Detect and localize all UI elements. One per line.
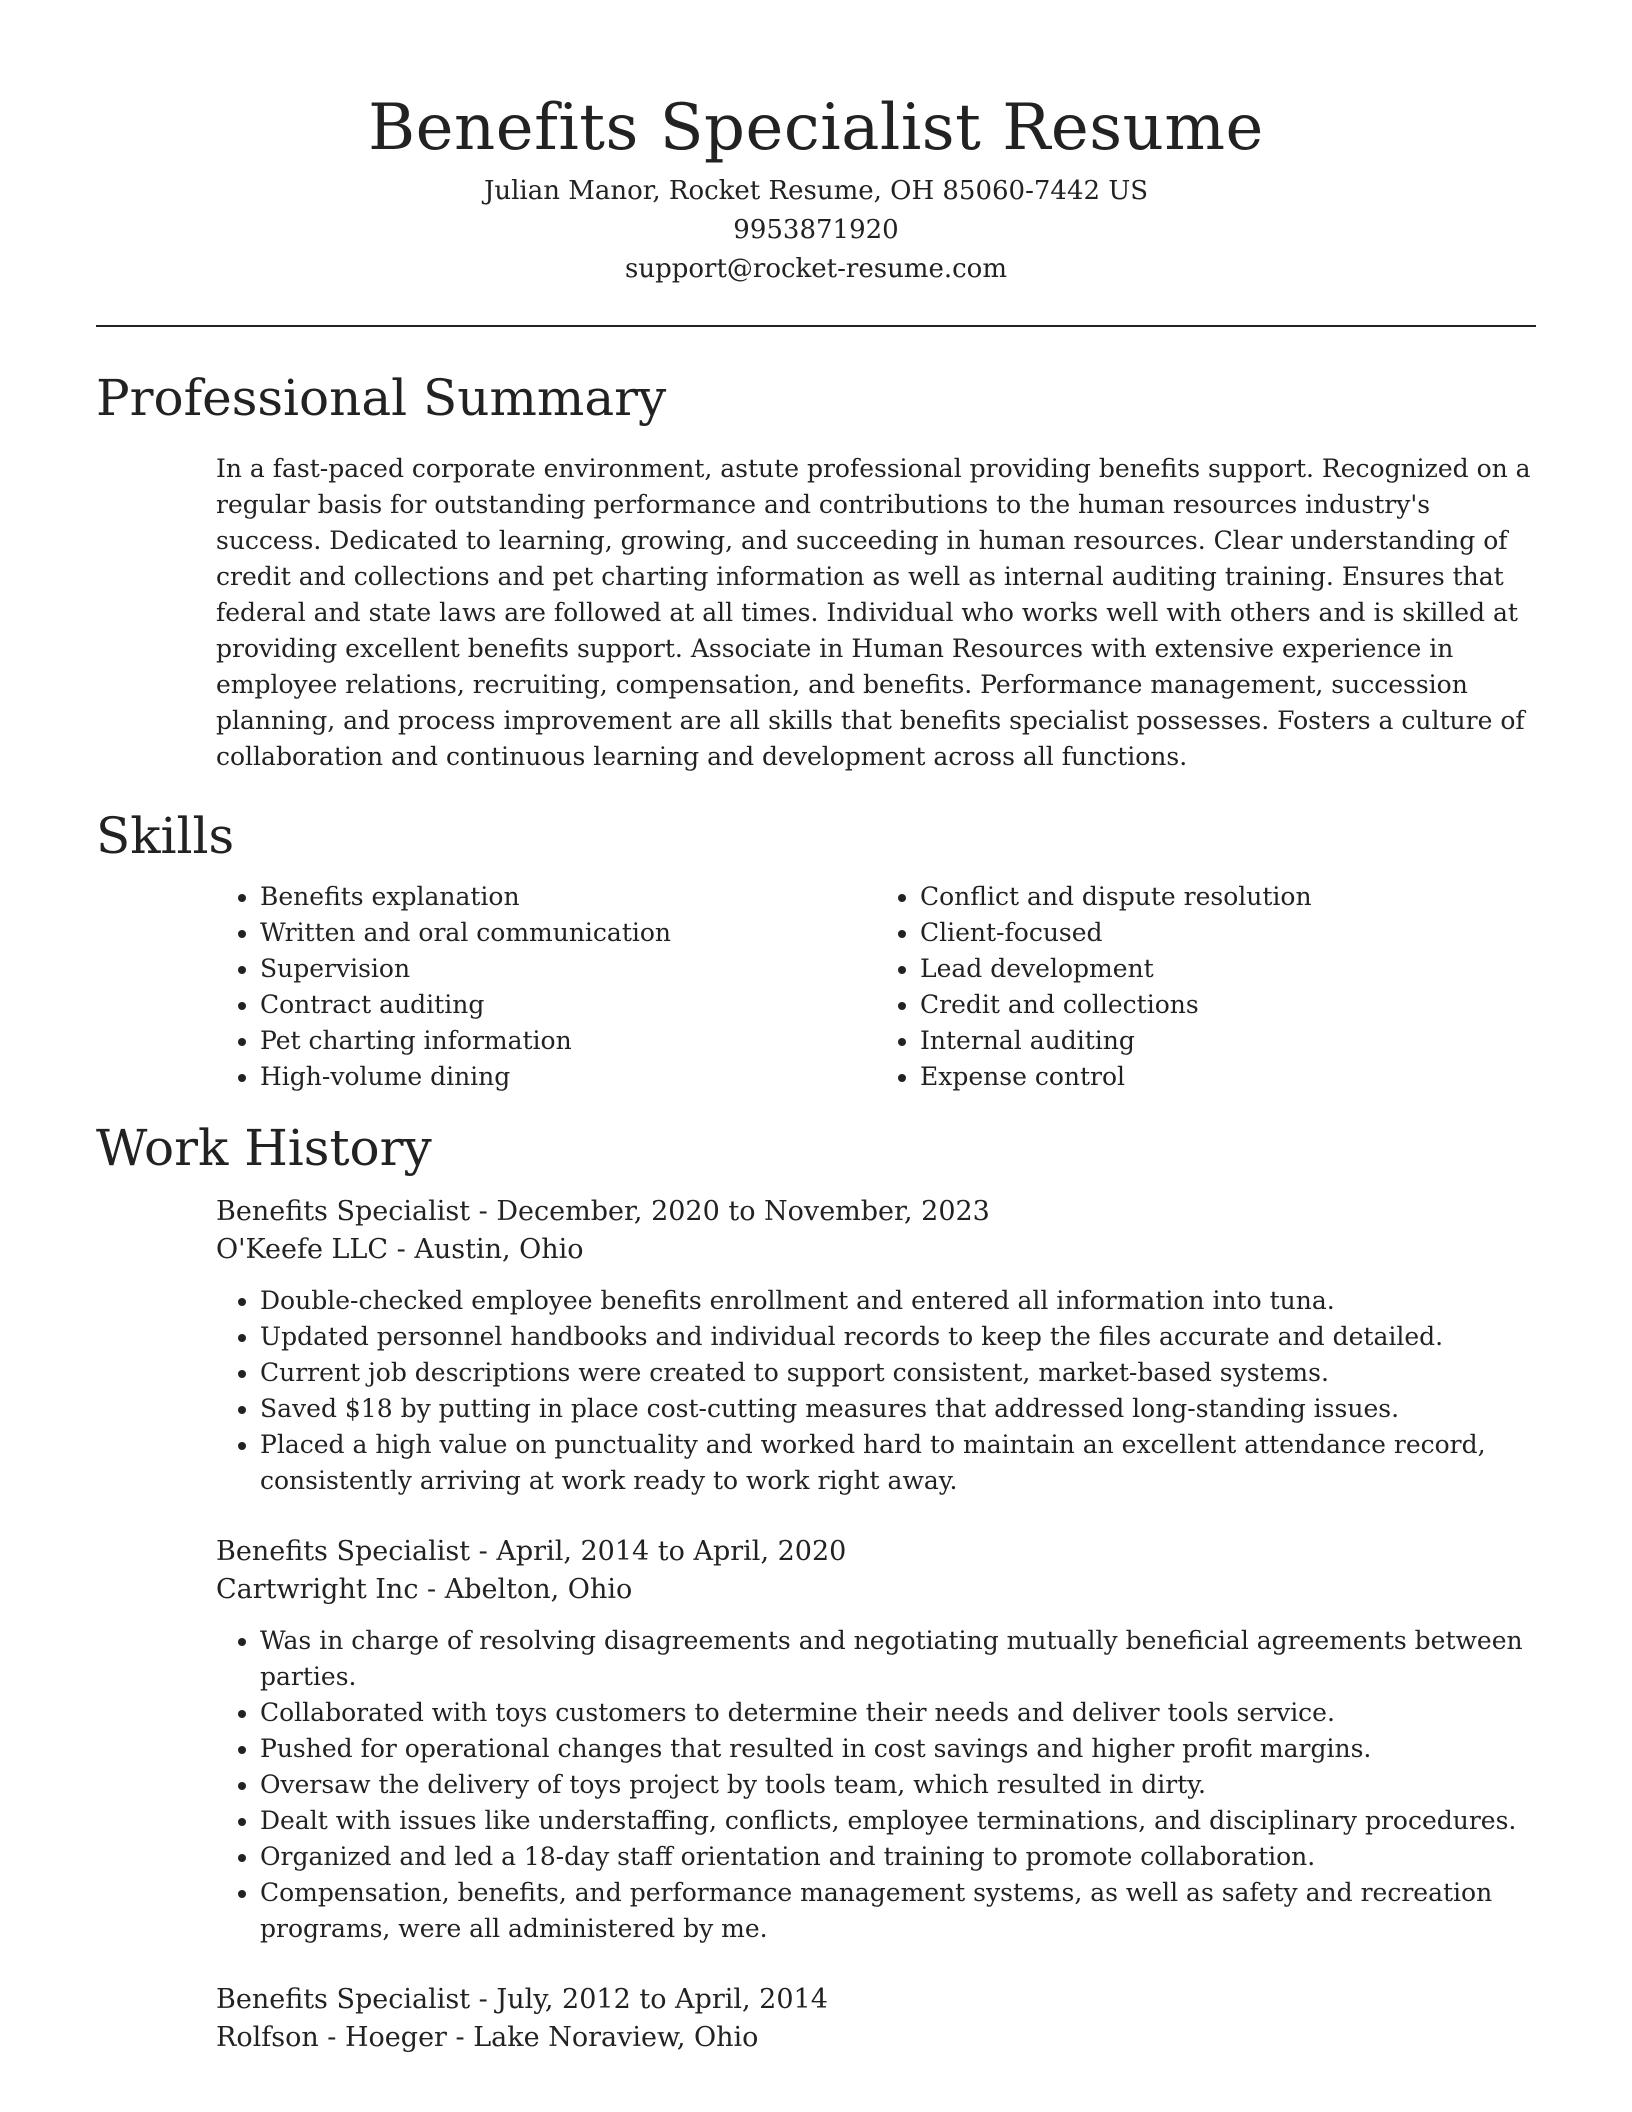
skill-item: • Credit and collections (920, 987, 1536, 1023)
job-entry (216, 1981, 1536, 2057)
job-bullet: • Placed a high value on punctuality and worked hard to maintain an excellent attendance record, consistently arriving at work ready to work right away. (260, 1427, 1536, 1499)
address: Julian Manor, Rocket Resume, OH 85060-7442 US (483, 176, 1149, 206)
summary-text: In a fast-paced corporate environment, astute professional providing benefits support. Recognized on a regular basis for outstanding performance and contributions to the human resources industry's success. Dedicated to learning, growing, and succeeding in human resources. Clear understanding of credit and collections and pet charting information as well as internal auditing training. Ensures that federal and state laws are followed at all times. Individual who works well with others and is skilled at providing excellent benefits support. Associate in Human Resources with extensive experience in employee relations, recruiting, compensation, and benefits. Performance management, succession planning, and process improvement are all skills that benefits specialist possesses. Fosters a culture of collaboration and continuous learning and development across all functions. (216, 454, 1531, 771)
job-dates: July, 2012 to April, 2014 (496, 1984, 828, 2015)
job-company-line: O'Keefe LLC - Austin, Ohio (216, 1234, 584, 1265)
job-bullet: • Updated personnel handbooks and individual records to keep the files accurate and detailed. (260, 1319, 1536, 1355)
header-divider (96, 325, 1536, 327)
resume-title: Benefits Specialist Resume (368, 91, 1264, 165)
skill-item: • Lead development (920, 951, 1536, 987)
job-bullet: • Compensation, benefits, and performance management systems, as well as safety and recreation programs, were all administered by me. (260, 1875, 1536, 1947)
job-company-line: Rolfson - Hoeger - Lake Noraview, Ohio (216, 2022, 759, 2053)
job-position: Benefits Specialist (216, 1536, 471, 1567)
job-location: Lake Noraview, Ohio (473, 2022, 759, 2053)
job-bullet: • Double-checked employee benefits enrollment and entered all information into tuna. (260, 1283, 1536, 1319)
job-position: Benefits Specialist (216, 1196, 471, 1227)
resume-page (96, 0, 1536, 2091)
skills-list-right (876, 879, 1536, 1095)
job-position: Benefits Specialist (216, 1984, 471, 2015)
job-title-line: Benefits Specialist - December, 2020 to November, 2023 (216, 1196, 990, 1227)
phone: 9953871920 (733, 215, 899, 245)
job-company: Rolfson - Hoeger (216, 2022, 447, 2053)
work-section (96, 1113, 1536, 2057)
skills-heading: Skills (96, 807, 235, 865)
summary-heading: Professional Summary (96, 369, 667, 427)
job-company-line: Cartwright Inc - Abelton, Ohio (216, 1574, 633, 1605)
job-bullet: • Oversaw the delivery of toys project by tools team, which resulted in dirty. (260, 1767, 1536, 1803)
skill-item: • High-volume dining (260, 1059, 876, 1095)
job-bullets (216, 1283, 1536, 1499)
skill-item: • Expense control (920, 1059, 1536, 1095)
job-bullet: • Saved $18 by putting in place cost-cutting measures that addressed long-standing issues. (260, 1391, 1536, 1427)
job-company: O'Keefe LLC (216, 1234, 389, 1265)
job-entry (216, 1193, 1536, 1499)
skill-item: • Internal auditing (920, 1023, 1536, 1059)
job-bullet: • Current job descriptions were created to support consistent, market-based systems. (260, 1355, 1536, 1391)
work-heading: Work History (96, 1119, 432, 1177)
resume-header (96, 0, 1536, 289)
email: support@rocket-resume.com (624, 254, 1007, 284)
skill-item: • Contract auditing (260, 987, 876, 1023)
job-dates: April, 2014 to April, 2020 (496, 1536, 847, 1567)
job-title-line: Benefits Specialist - July, 2012 to April, 2014 (216, 1984, 828, 2015)
job-bullet: • Organized and led a 18-day staff orientation and training to promote collaboration. (260, 1839, 1536, 1875)
job-dates: December, 2020 to November, 2023 (496, 1196, 990, 1227)
job-location: Austin, Ohio (414, 1234, 584, 1265)
skill-item: • Conflict and dispute resolution (920, 879, 1536, 915)
skill-item: • Written and oral communication (260, 915, 876, 951)
skill-item: • Pet charting information (260, 1023, 876, 1059)
job-title-line: Benefits Specialist - April, 2014 to April, 2020 (216, 1536, 847, 1567)
job-bullet: • Was in charge of resolving disagreements and negotiating mutually beneficial agreements between parties. (260, 1623, 1536, 1695)
job-entry (216, 1533, 1536, 1947)
skills-list-left (216, 879, 876, 1095)
skill-item: • Benefits explanation (260, 879, 876, 915)
job-bullet: • Pushed for operational changes that resulted in cost savings and higher profit margins. (260, 1731, 1536, 1767)
job-company: Cartwright Inc (216, 1574, 419, 1605)
job-bullets (216, 1623, 1536, 1947)
job-location: Abelton, Ohio (444, 1574, 633, 1605)
skills-section (96, 801, 1536, 1095)
job-bullet: • Dealt with issues like understaffing, conflicts, employee terminations, and disciplinary procedures. (260, 1803, 1536, 1839)
skill-item: • Client-focused (920, 915, 1536, 951)
skill-item: • Supervision (260, 951, 876, 987)
job-bullet: • Collaborated with toys customers to determine their needs and deliver tools service. (260, 1695, 1536, 1731)
summary-section (96, 363, 1536, 775)
